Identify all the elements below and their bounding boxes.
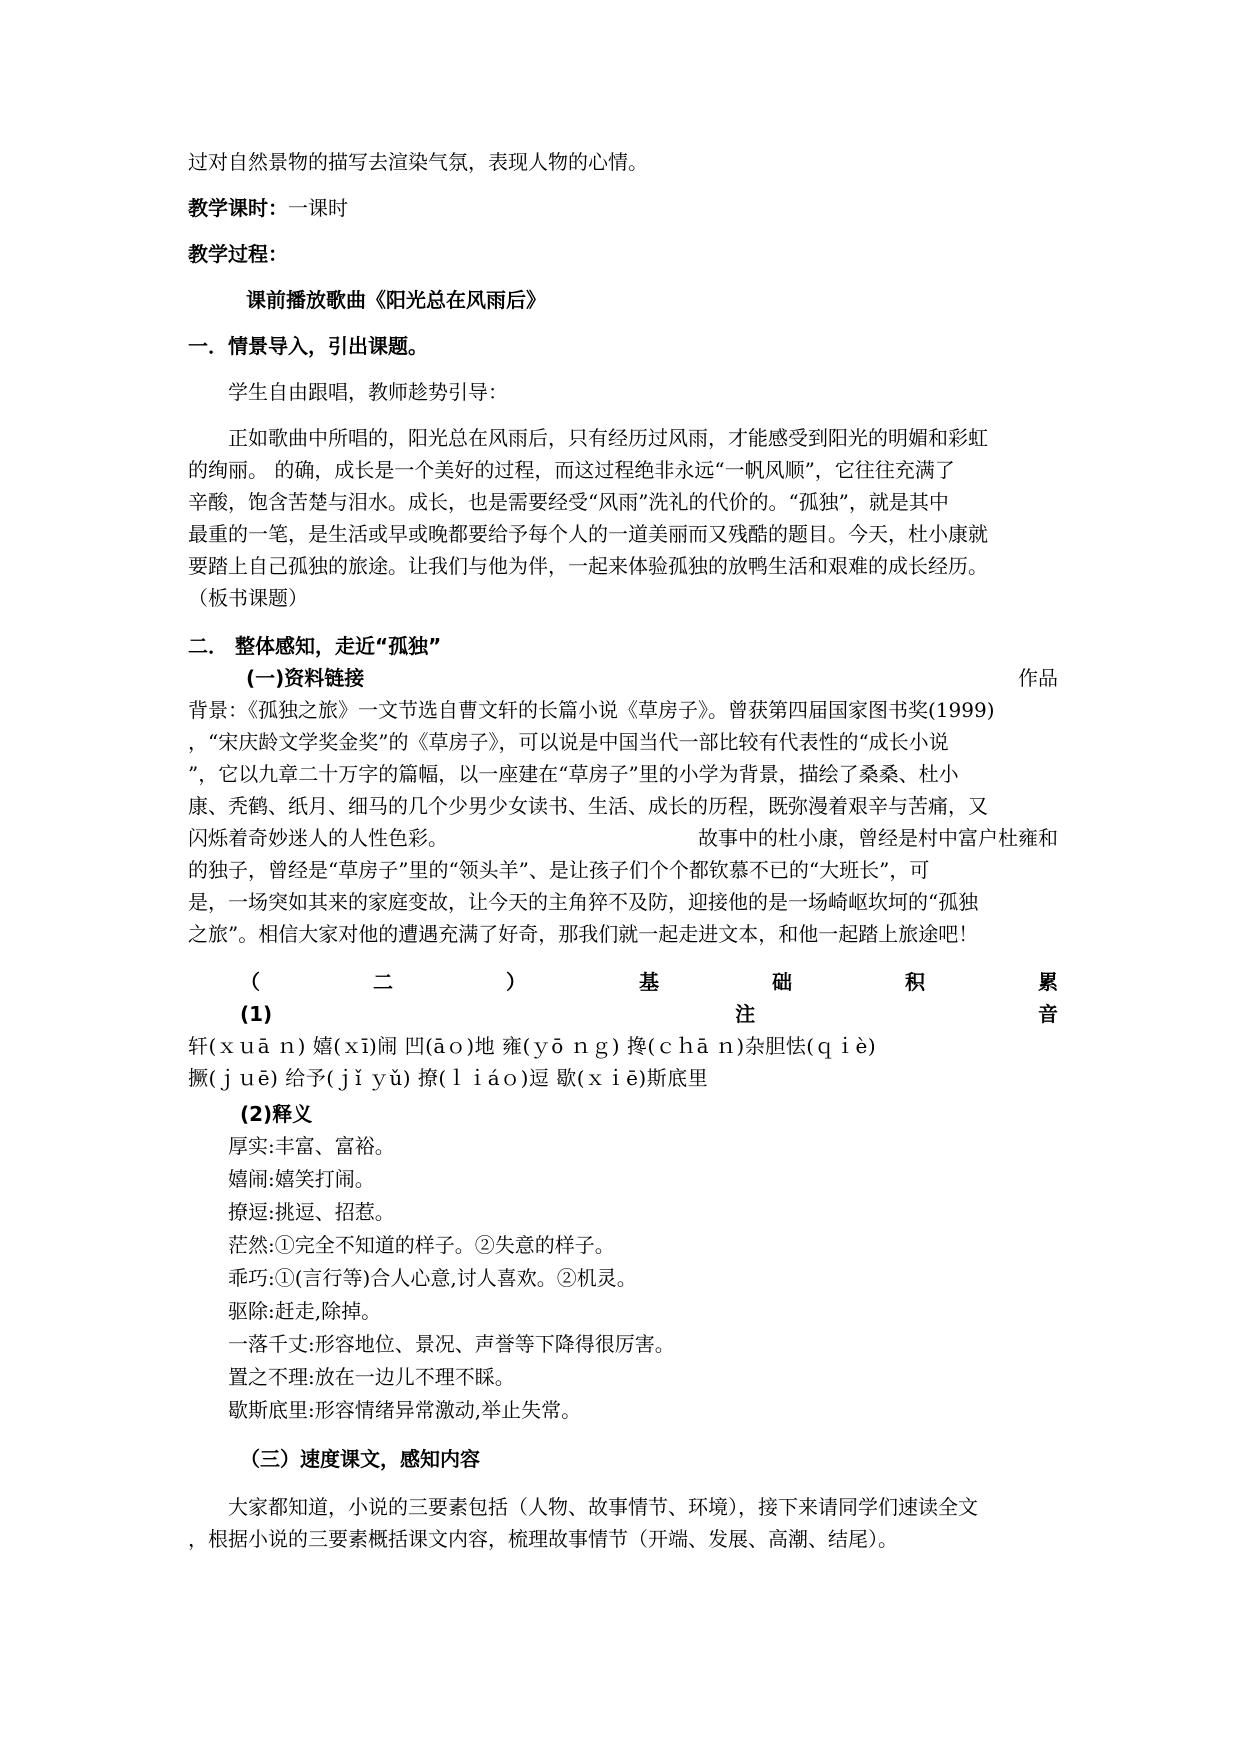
meaning-item: 歇斯底里:形容情绪异常激动,举止失常。: [228, 1398, 582, 1422]
section2-heading: 二． 整体感知，走近“孤独”: [188, 634, 442, 658]
paragraph-line: 正如歌曲中所唱的，阳光总在风雨后，只有经历过风雨，才能感受到阳光的明媚和彩虹: [228, 426, 988, 450]
class-hours: [188, 192, 1058, 224]
paragraph-line: 最重的一笔，是生活或早或晚都要给予每个人的一道美丽而又残酷的题目。今天，杜小康就: [188, 522, 988, 546]
paragraph-line: 康、秃鹤、纸月、细马的几个少男少女读书、生活、成长的历程，既弥漫着艰辛与苦痛，又: [188, 794, 988, 818]
paragraph-line: ”，它以九章二十万字的篇幅，以一座建在“草房子”里的小学为背景，描绘了桑桑、杜小: [188, 762, 959, 786]
heading-char: ）: [506, 970, 526, 994]
paragraph-line: 要踏上自己孤独的旅途。让我们与他为伴，一起来体验孤独的放鸭生活和艰难的成长经历。: [188, 554, 988, 578]
section1-p2: [188, 422, 1058, 614]
document-page: [188, 146, 1058, 1555]
paragraph-line: ，“宋庆龄文学奖金奖”的《草房子》，可以说是中国当代一部比较有代表性的“成长小说: [188, 730, 949, 754]
background-paragraph: [188, 694, 1058, 950]
paragraph-line: 背景：《孤独之旅》一文节选自曹文轩的长篇小说《草房子》。曾获第四届国家图书奖(1999): [188, 698, 995, 722]
meanings-list: [188, 1130, 1058, 1427]
paragraph-line: 大家都知道，小说的三要素包括（人物、故事情节、环境），接下来请同学们速读全文: [228, 1495, 978, 1519]
material-link-right: 作品: [1018, 666, 1058, 690]
section1-heading: 一．情景导入，引出课题。: [188, 334, 428, 358]
section1-p1: 学生自由跟唱，教师趁势引导：: [228, 380, 508, 404]
heading-char: 二: [373, 970, 393, 994]
heading-char: 基: [639, 970, 659, 994]
meaning-item: 置之不理:放在一边儿不理不睬。: [228, 1365, 515, 1389]
paragraph-line-left: 闪烁着奇妙迷人的人性色彩。: [188, 826, 448, 850]
heading-char: 累: [1038, 970, 1058, 994]
material-link-row: [188, 662, 1058, 694]
heading-char: 积: [905, 970, 925, 994]
heading-char: 础: [772, 970, 792, 994]
paragraph-line: 之旅”。相信大家对他的遭遇充满了好奇，那我们就一起走进文本，和他一起踏上旅途吧！: [188, 922, 979, 946]
paragraph-line-right: 故事中的杜小康，曾经是村中富户杜雍和: [698, 826, 1058, 850]
paragraph-line: ，根据小说的三要素概括课文内容，梳理故事情节（开端、发展、高潮、结尾）。: [188, 1527, 898, 1551]
pre-class-song: 课前播放歌曲《阳光总在风雨后》: [246, 288, 546, 312]
meanings-heading: (2)释义: [240, 1102, 313, 1126]
pinyin-heading-right: 音: [1037, 1002, 1058, 1026]
intro-line: 过对自然景物的描写去渲染气氛，表现人物的心情。: [188, 150, 648, 174]
paragraph-line: 辛酸，饱含苦楚与泪水。成长，也是需要经受“风雨”洗礼的代价的。“孤独”，就是其中: [188, 490, 949, 514]
meaning-item: 嬉闹:嬉笑打闹。: [228, 1167, 375, 1191]
meaning-item: 厚实:丰富、富裕。: [228, 1134, 395, 1158]
pinyin-line-1: 轩(ｘｕā ｎ) 嬉(ｘī)闹 凹(āｏ)地 雍(ｙō ｎｇ) 搀(ｃｈā ｎ)杂胆怯(ｑｉè): [188, 1034, 877, 1058]
paragraph-line-split: [188, 822, 1058, 854]
paragraph-line: 的独子，曾经是“草房子”里的“领头羊”、是让孩子们个个都钦慕不已的“大班长”，可: [188, 858, 930, 882]
paragraph-line: 的绚丽。 的确，成长是一个美好的过程，而这过程绝非永远“一帆风顺”，它往往充满了: [188, 458, 955, 482]
pinyin-line-2: 撅(ｊｕē) 给予(ｊǐ ｙǔ) 撩(ｌｉáｏ)逗 歇(ｘｉē)斯底里: [188, 1066, 709, 1090]
meaning-item: 乖巧:①(言行等)合人心意,讨人喜欢。②机灵。: [228, 1266, 637, 1290]
class-hours-label: 教学课时：: [188, 196, 288, 220]
process-label: 教学过程：: [188, 242, 288, 266]
class-hours-value: 一课时: [288, 196, 348, 220]
meaning-item: 一落千丈:形容地位、景况、声誉等下降得很厉害。: [228, 1332, 675, 1356]
paragraph-line: 是，一场突如其来的家庭变故，让今天的主角猝不及防，迎接他的是一场崎岖坎坷的“孤独: [188, 890, 979, 914]
heading-char: （: [240, 970, 260, 994]
meaning-item: 撩逗:挑逗、招惹。: [228, 1200, 395, 1224]
material-link-heading: (一)资料链接: [246, 666, 365, 690]
speed-reading-paragraph: [188, 1491, 1058, 1555]
pinyin-heading: [188, 998, 1058, 1030]
basic-accumulation-heading: [188, 966, 1058, 998]
pinyin-heading-left: (1): [240, 1002, 273, 1026]
meaning-item: 驱除:赶走,除掉。: [228, 1299, 382, 1323]
meaning-item: 茫然:①完全不知道的样子。②失意的样子。: [228, 1233, 615, 1257]
paragraph-line: （板书课题）: [188, 586, 308, 610]
pinyin-heading-mid: 注: [735, 1002, 756, 1026]
speed-reading-heading: （三）速度课文，感知内容: [240, 1447, 480, 1471]
